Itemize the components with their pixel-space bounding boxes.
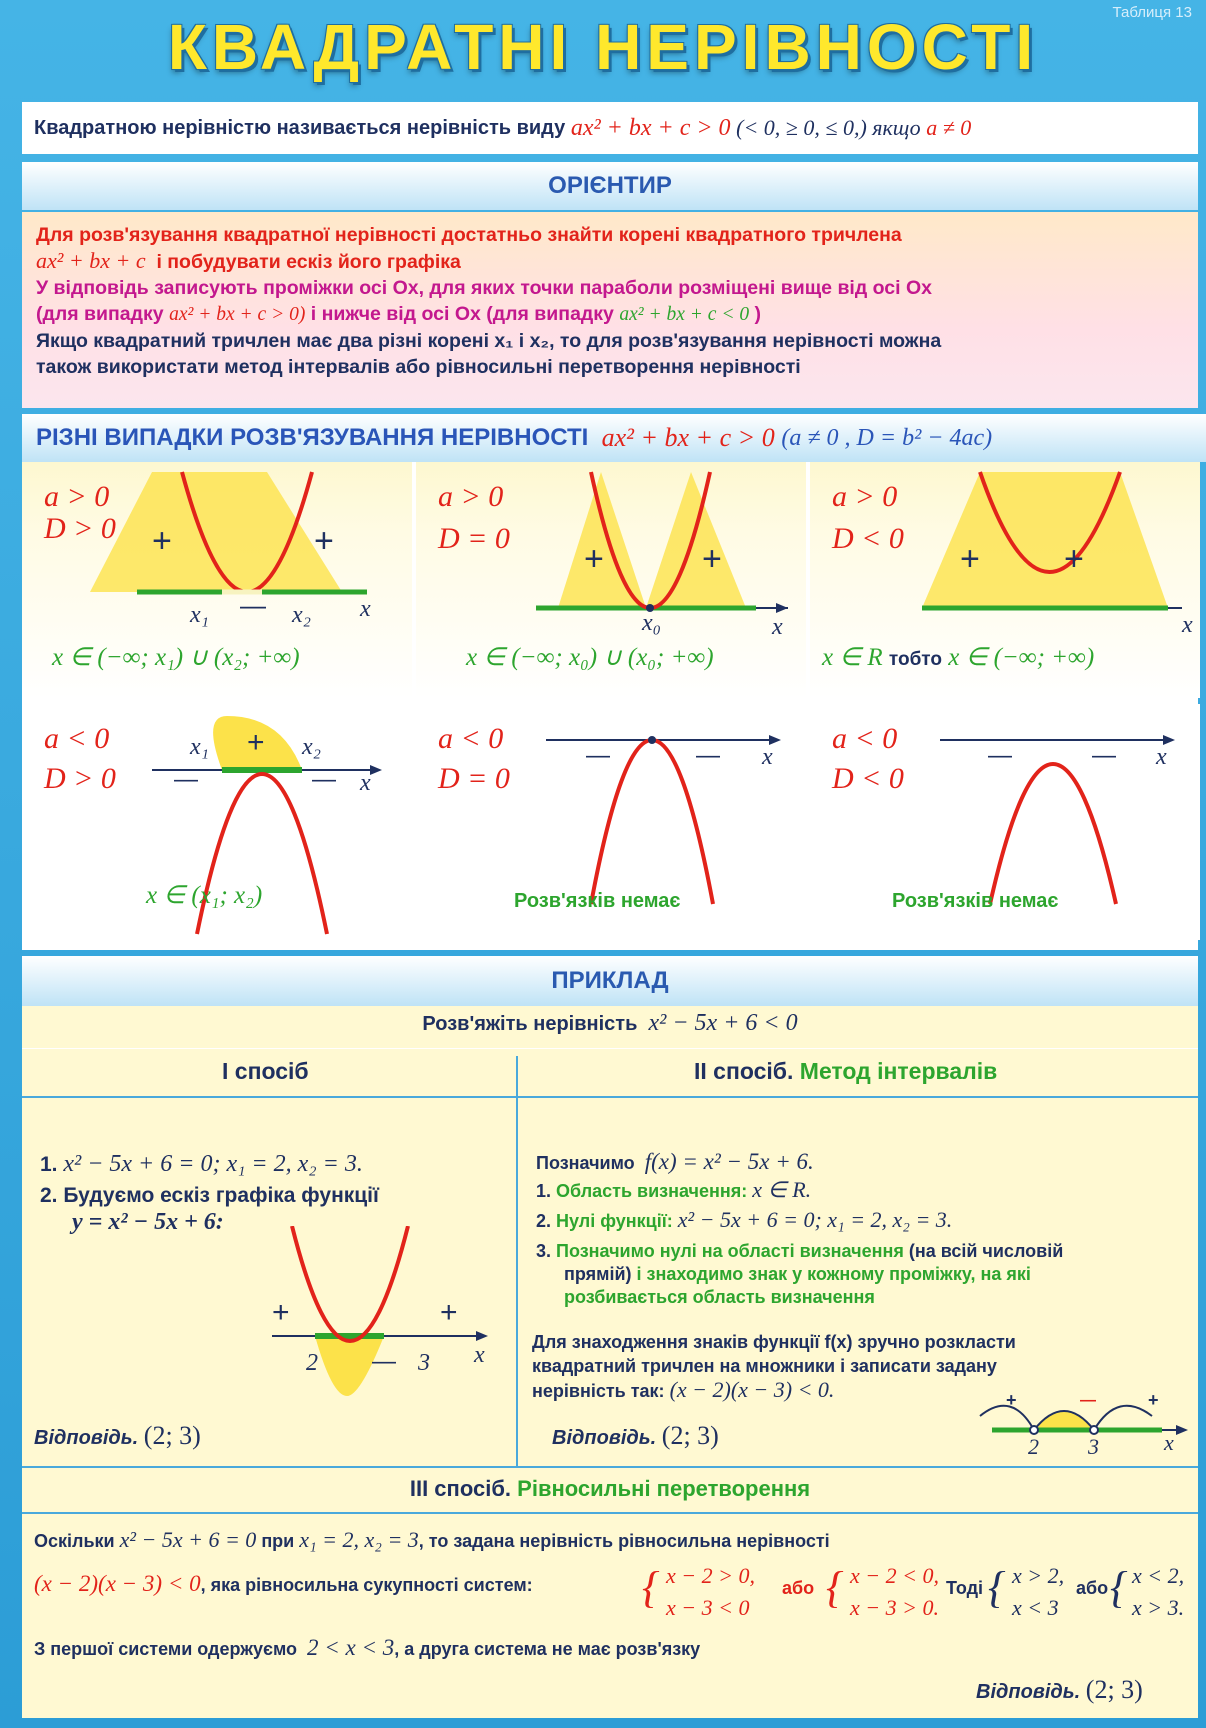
method1-root-3: 3 [418, 1350, 430, 1376]
method3-line-3 [34, 1636, 700, 1661]
method1-step1-num: 1. [40, 1153, 58, 1176]
case-1-plus-right: + [314, 522, 334, 560]
method1-answer-label: Відповідь. [34, 1427, 139, 1449]
method1-title: І спосіб [222, 1058, 309, 1084]
case-3-answer-b: x ∈ (−∞; +∞) [948, 644, 1095, 671]
case-6-a: a < 0 [832, 722, 898, 755]
case-4-minus-right: — [312, 766, 336, 793]
method1-answer [34, 1421, 201, 1450]
example-task-formula: x² − 5x + 6 < 0 [648, 1010, 798, 1036]
system-4 [1132, 1560, 1184, 1624]
system-2-row-1: x − 2 < 0, [850, 1563, 939, 1588]
method2-interval-root-3: 3 [1088, 1434, 1099, 1459]
case-1-d: D > 0 [44, 512, 116, 545]
method3-title-b: Рівносильні перетворення [517, 1476, 811, 1501]
method2-note-3-formula: (x − 2)(x − 3) < 0. [669, 1377, 835, 1402]
method2-step1 [536, 1178, 811, 1203]
cases-formula: ax² + bx + c > 0 [601, 423, 775, 452]
method3-line-3b: , а друга система не має розв'язку [394, 1639, 701, 1659]
orientation-line-1: Для розв'язування квадратної нерівності достатньо знайти корені квадратного тричлена [36, 224, 902, 246]
method3-line-3a: З першої системи одержуємо [34, 1639, 298, 1659]
method2-step3-num: 3. [536, 1241, 552, 1261]
orientation-line-4 [36, 301, 1184, 328]
case-4-answer: x ∈ (x₁; x₂) [146, 882, 263, 909]
method2-interval-plus-left: + [1006, 1390, 1017, 1410]
orientation-line-4b: і нижче від осі Ox (для випадку [310, 303, 614, 325]
method1-answer-value: (2; 3) [143, 1421, 201, 1450]
system-3-brace: { [988, 1563, 1006, 1612]
case-a-pos-d-pos [22, 462, 412, 698]
divider [22, 1048, 1198, 1049]
orientation-formula-lt: ax² + bx + c < 0 [619, 304, 750, 325]
case-4-d: D > 0 [44, 762, 116, 795]
case-2-plus-right: + [702, 540, 722, 578]
method1-step1-formula: x² − 5x + 6 = 0; x₁ = 2, x₂ = 3. [63, 1151, 363, 1177]
case-a-neg-d-neg [810, 704, 1200, 940]
case-3-answer [822, 642, 1094, 672]
page-title: КВАДРАТНІ НЕРІВНОСТІ [167, 11, 1039, 83]
case-2-d: D = 0 [438, 522, 510, 555]
case-1-a: a > 0 [44, 480, 110, 513]
case-2-x0: x₀ [642, 610, 661, 636]
method2-answer [552, 1421, 719, 1450]
case-a-pos-d-neg [810, 462, 1200, 698]
method2-intro [536, 1150, 814, 1175]
definition-formula: ax² + bx + c > 0 [570, 114, 731, 141]
method1-function: y = x² − 5x + 6: [72, 1209, 224, 1235]
system-1-row-1: x − 2 > 0, [666, 1563, 755, 1588]
orientation-heading: ОРІЄНТИР [22, 162, 1198, 210]
column-divider [516, 1056, 518, 1466]
case-6-d: D < 0 [832, 762, 904, 795]
case-a-neg-d-zero [416, 704, 806, 940]
method2-step3-e: розбивається область визначення [564, 1287, 875, 1307]
case-6-minus-right: — [1092, 742, 1116, 769]
system-3 [1012, 1560, 1064, 1624]
system-1-row-2: x − 3 < 0 [666, 1595, 750, 1620]
case-1-minus: — [240, 590, 266, 620]
example-heading: ПРИКЛАД [22, 956, 1198, 1006]
orientation-line-2-text: і побудувати ескіз його графіка [156, 251, 461, 273]
method2-step3-d: і знаходимо знак у кожному проміжку, на які [636, 1264, 1031, 1284]
orientation-line-2 [36, 248, 1184, 275]
system-2-row-2: x − 3 > 0. [850, 1595, 939, 1620]
case-3-answer-mid: тобто [888, 649, 942, 670]
method3-title-a: ІІІ спосіб. [409, 1476, 512, 1501]
method2-title-a: ІІ спосіб. [694, 1058, 794, 1084]
method1-plus-right: + [440, 1296, 458, 1329]
system-3-row-2: x < 3 [1012, 1595, 1059, 1620]
method2-interval-root-2: 2 [1028, 1434, 1039, 1459]
method3-answer-value: (2; 3) [1085, 1675, 1143, 1704]
method1-step1 [40, 1152, 363, 1177]
method2-step2-num: 2. [536, 1211, 552, 1231]
system-3-row-1: x > 2, [1012, 1563, 1065, 1588]
method2-step2-label: Нулі функції: [556, 1211, 673, 1231]
system-4-row-1: x < 2, [1132, 1563, 1185, 1588]
method3-line-2 [34, 1572, 533, 1597]
case-4-a: a < 0 [44, 722, 110, 755]
case-3-a: a > 0 [832, 480, 898, 513]
method3-line-1-roots: x₁ = 2, x₂ = 3 [299, 1527, 419, 1552]
case-4-minus-left: — [174, 766, 198, 793]
method3-answer-label: Відповідь. [976, 1681, 1081, 1703]
example-task-text: Розв'яжіть нерівність [422, 1013, 638, 1035]
method2-title [694, 1058, 997, 1085]
definition-alternatives: (< 0, ≥ 0, ≤ 0,) якщо [736, 115, 921, 140]
method3-line-2b: , яка рівносильна сукупності систем: [200, 1575, 533, 1595]
method3-title [22, 1476, 1198, 1502]
case-a-neg-d-pos [22, 704, 412, 940]
method2-step1-num: 1. [536, 1181, 552, 1201]
case-3-x: x [1182, 612, 1193, 638]
orientation-formula: ax² + bx + c [36, 248, 146, 273]
case-5-answer: Розв'язків немає [514, 890, 681, 912]
orientation-line-4c: ) [754, 303, 762, 325]
definition-text: Квадратною нерівністю називається нерівність виду [34, 116, 566, 139]
case-4-plus: + [247, 726, 265, 759]
system-1 [666, 1560, 755, 1624]
method2-step1-value: x ∈ R. [752, 1177, 812, 1202]
method2-step3-a: Позначимо нулі на області визначення [556, 1241, 904, 1261]
method3-panel [22, 1468, 1198, 1718]
method3-line-1a: Оскільки [34, 1531, 115, 1551]
method3-line-1c: , то задана нерівність рівносильна нерівності [418, 1531, 830, 1551]
case-1-x: x [360, 596, 371, 622]
method2-intro-formula: f(x) = x² − 5x + 6. [644, 1149, 814, 1174]
orientation-formula-gt: ax² + bx + c > 0) [169, 304, 306, 325]
case-6-minus-left: — [988, 742, 1012, 769]
case-5-d: D = 0 [438, 762, 510, 795]
method1-step2-num: 2. [40, 1184, 58, 1207]
method1-root-2: 2 [306, 1350, 318, 1376]
orientation-line-4a: (для випадку [36, 303, 164, 325]
case-6-x: x [1156, 744, 1167, 770]
system-2-brace: { [826, 1563, 844, 1612]
method2-interval-plus-right: + [1148, 1390, 1159, 1410]
case-4-x1: x₁ [190, 734, 209, 760]
orientation-line-5: Якщо квадратний тричлен має два різні корені x₁ і x₂, то для розв'язування нерівності можна [36, 330, 942, 352]
method1-step2-text: Будуємо ескіз графіка функції [63, 1184, 379, 1207]
case-5-minus-left: — [586, 742, 610, 769]
method2-answer-label: Відповідь. [552, 1427, 657, 1449]
case-5-minus-right: — [696, 742, 720, 769]
method2-step1-label: Область визначення: [556, 1181, 748, 1201]
case-5-a: a < 0 [438, 722, 504, 755]
method3-answer [976, 1675, 1143, 1704]
method2-note-3 [532, 1378, 1016, 1403]
method2-note-3a: нерівність так: [532, 1381, 665, 1401]
case-3-plus-right: + [1064, 540, 1084, 578]
case-2-x: x [772, 614, 783, 640]
system-1-brace: { [642, 1563, 660, 1612]
definition-condition: a ≠ 0 [926, 115, 972, 140]
example-body [22, 1006, 1198, 1506]
method2-note-1: Для знаходження знаків функції f(x) зручно розкласти [532, 1332, 1016, 1352]
method2-answer-value: (2; 3) [661, 1421, 719, 1450]
system-then: Тоді [946, 1578, 984, 1598]
method2-step2-value: x² − 5x + 6 = 0; x₁ = 2, x₂ = 3. [677, 1207, 953, 1232]
case-3-d: D < 0 [832, 522, 904, 555]
orientation-line-3: У відповідь записують проміжки осі Ox, для яких точки параболи розміщені вище від осі Ox [36, 277, 932, 299]
system-or-2: або [1076, 1578, 1109, 1598]
case-2-answer: x ∈ (−∞; x₀) ∪ (x₀; +∞) [466, 644, 714, 671]
cases-heading: РІЗНІ ВИПАДКИ РОЗВ'ЯЗУВАННЯ НЕРІВНОСТІ [36, 424, 589, 451]
case-1-answer: x ∈ (−∞; x₁) ∪ (x₂; +∞) [52, 644, 300, 671]
case-a-pos-d-zero [416, 462, 806, 698]
method3-header-divider [22, 1512, 1198, 1514]
definition-bar [22, 102, 1198, 154]
method2-step3 [536, 1240, 1176, 1309]
method3-line-3-formula: 2 < x < 3 [307, 1635, 395, 1660]
example-task [22, 1010, 1198, 1037]
method2-step2 [536, 1208, 952, 1233]
orientation-body [22, 212, 1198, 408]
method2-intro-text: Позначимо [536, 1153, 635, 1173]
cases-heading-bar [22, 414, 1206, 462]
system-2 [850, 1560, 939, 1624]
method3-line-1-formula: x² − 5x + 6 = 0 [119, 1527, 257, 1552]
system-4-row-2: x > 3. [1132, 1595, 1185, 1620]
case-2-plus-left: + [584, 540, 604, 578]
case-3-plus-left: + [960, 540, 980, 578]
method3-line-1b: при [261, 1531, 295, 1551]
method1-minus: — [372, 1348, 396, 1375]
column-header-divider [22, 1096, 1198, 1098]
method1-step2 [40, 1184, 379, 1208]
case-5-x: x [762, 744, 773, 770]
case-4-x: x [360, 770, 371, 796]
method2-title-b: Метод інтервалів [799, 1058, 998, 1084]
case-1-x1: x₁ [190, 602, 209, 628]
method3-line-2-formula: (x − 2)(x − 3) < 0 [34, 1571, 201, 1596]
system-4-brace: { [1110, 1563, 1128, 1612]
method1-plus-left: + [272, 1296, 290, 1329]
system-or-1: або [782, 1578, 815, 1598]
orientation-line-6: також використати метод інтервалів або рівносильні перетворення нерівності [36, 356, 801, 378]
case-3-answer-a: x ∈ R [822, 644, 883, 671]
case-1-x2: x₂ [292, 602, 311, 628]
method2-step3-b: (на всій числовій [908, 1241, 1064, 1261]
method2-note [532, 1330, 1016, 1403]
table-number: Таблиця 13 [1112, 4, 1192, 21]
case-2-a: a > 0 [438, 480, 504, 513]
cases-condition: (a ≠ 0 , D = b² − 4ac) [781, 424, 993, 451]
method1-x: x [474, 1342, 485, 1368]
case-1-plus-left: + [152, 522, 172, 560]
case-4-x2: x₂ [302, 734, 321, 760]
method2-interval-x: x [1164, 1430, 1174, 1455]
case-6-answer: Розв'язків немає [892, 890, 1059, 912]
method2-step3-c: прямій) [564, 1264, 632, 1284]
method2-note-2: квадратний тричлен на множники і записати задану [532, 1356, 997, 1376]
method3-line-1 [34, 1528, 830, 1553]
method2-interval-minus: — [1080, 1392, 1096, 1409]
cases-grid [22, 462, 1198, 950]
